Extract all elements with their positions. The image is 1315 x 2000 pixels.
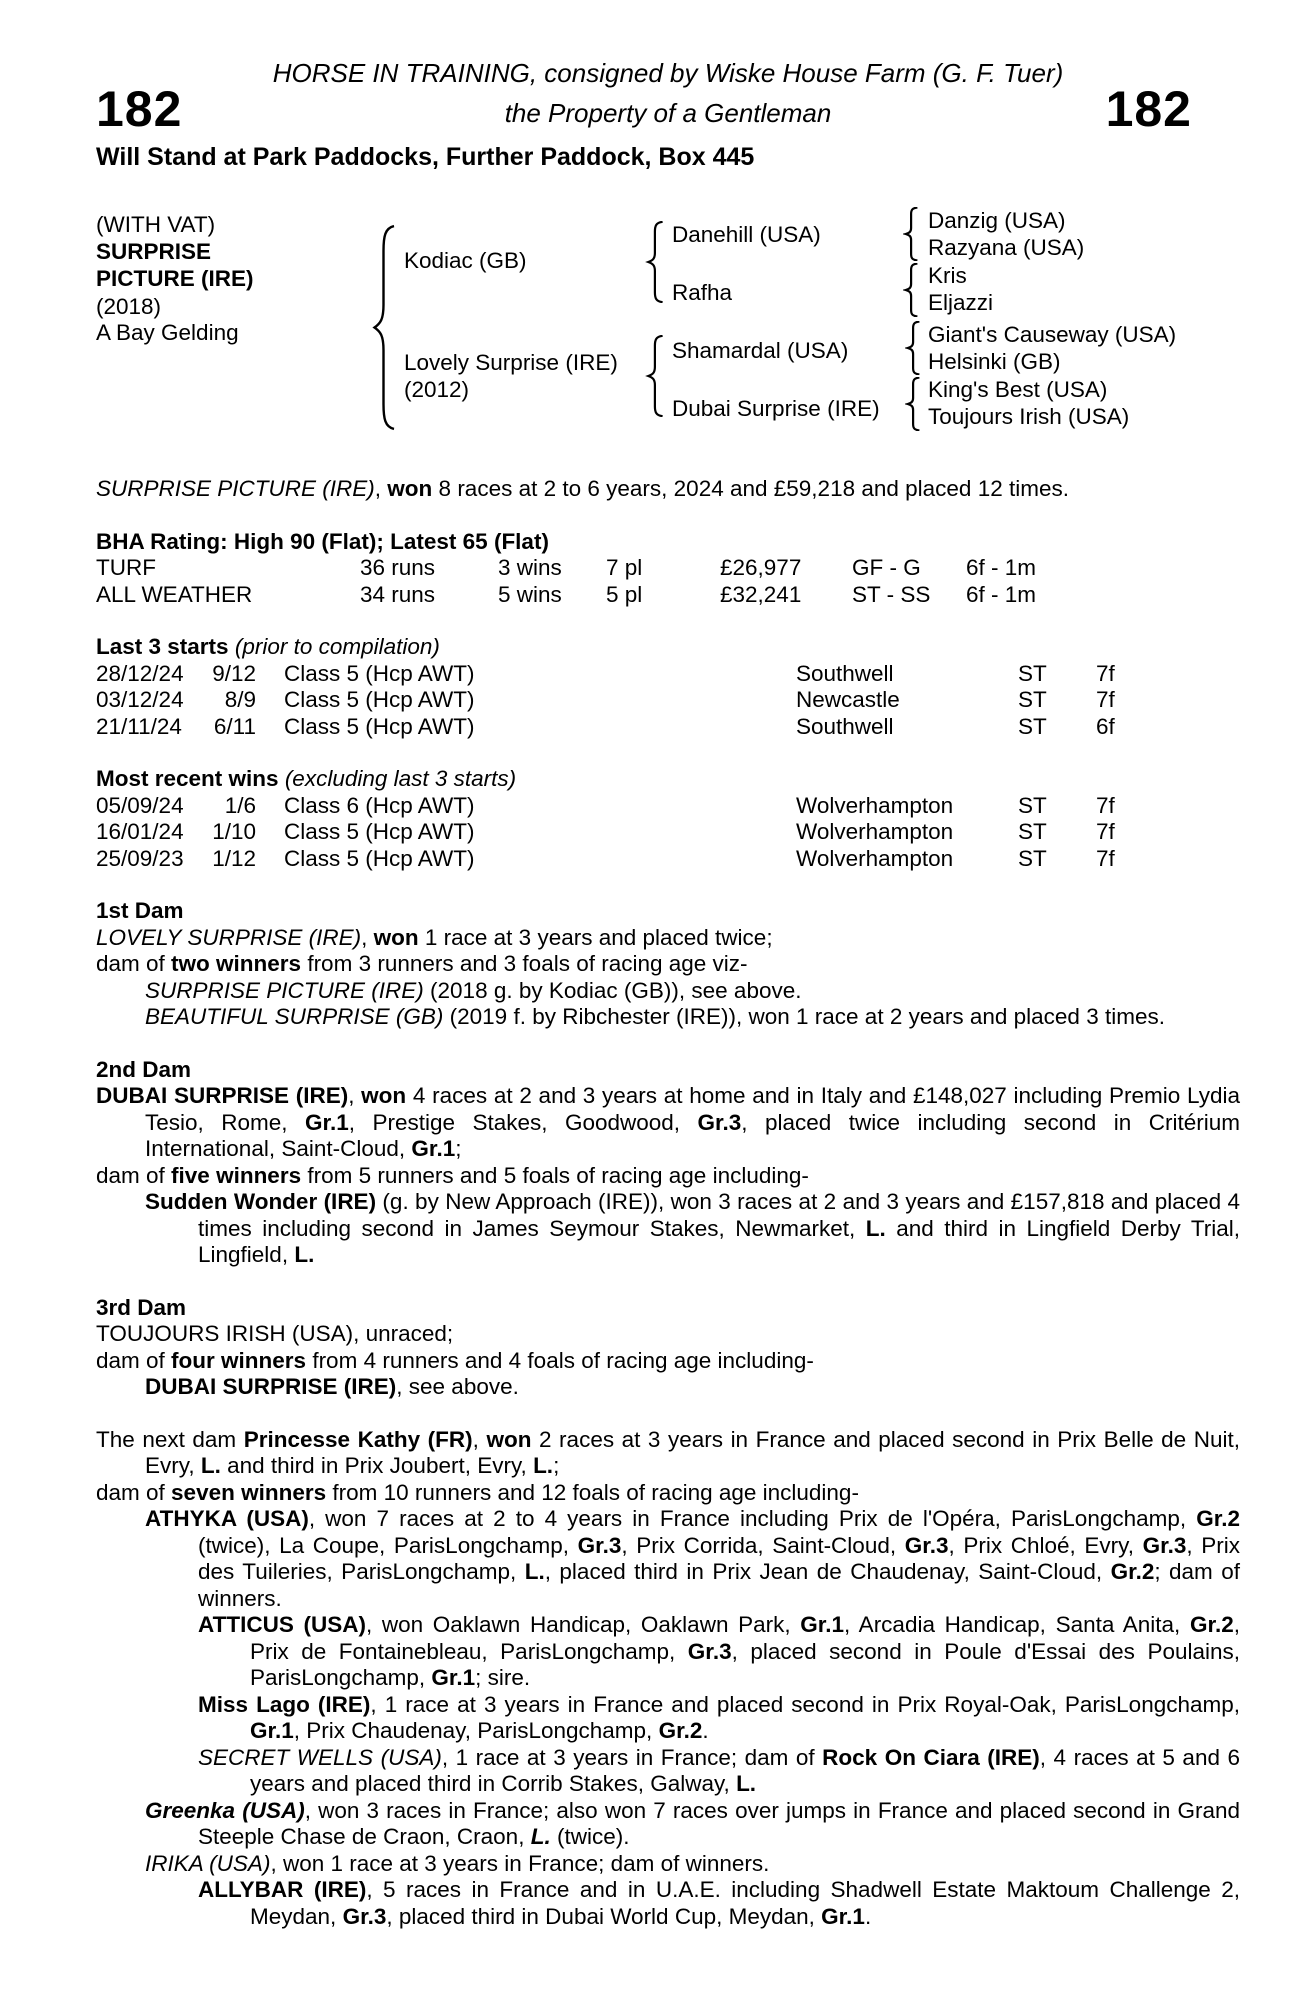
race-distance: 6f bbox=[1096, 713, 1115, 739]
race-class: Class 6 (Hcp AWT) bbox=[284, 792, 475, 818]
color-sex: A Bay Gelding bbox=[96, 320, 239, 345]
finish-position: 8/9 bbox=[224, 687, 256, 712]
race-class: Class 5 (Hcp AWT) bbox=[284, 713, 475, 739]
race-date: 25/09/23 bbox=[96, 845, 184, 871]
first-dam-section bbox=[96, 898, 1240, 1031]
race-date: 03/12/24 bbox=[96, 687, 184, 712]
second-dam-heading: 2nd Dam bbox=[96, 1056, 192, 1082]
sire-name: Kodiac (GB) bbox=[404, 248, 527, 273]
race-record-summary: SURPRISE PICTURE (IRE), won 8 races at 2 to 6 years, 2024 and £59,218 and placed 12 times. bbox=[96, 476, 1069, 501]
pedigree-brace-g3-3 bbox=[905, 321, 923, 375]
dam-produce-summary: dam of five winners from 5 runners and 5 foals of racing age including- bbox=[96, 1162, 809, 1188]
going-code: ST bbox=[1018, 687, 1047, 712]
first-dam-heading: 1st Dam bbox=[96, 898, 184, 923]
earnings-value: £32,241 bbox=[720, 581, 802, 607]
last-starts-heading bbox=[96, 634, 1240, 661]
next-dam-record: The next dam Princesse Kathy (FR), won 2 races at 3 years in France and placed second in Prix Belle de Nuit, Evry, L. and third in Prix Joubert, Evry, L.; bbox=[96, 1426, 1241, 1478]
going-code: ST bbox=[1018, 819, 1047, 844]
race-distance: 7f bbox=[1096, 660, 1115, 686]
race-date: 16/01/24 bbox=[96, 819, 184, 844]
course-name: Newcastle bbox=[796, 687, 900, 712]
course-name: Wolverhampton bbox=[796, 819, 954, 844]
dam-produce-summary: dam of four winners from 4 runners and 4 foals of racing age including- bbox=[96, 1347, 814, 1373]
gen2-dam-sire: Shamardal (USA) bbox=[672, 338, 849, 363]
surface-label: ALL WEATHER bbox=[96, 581, 253, 607]
last-starts-subtitle: (prior to compilation) bbox=[234, 634, 440, 659]
gen3-name: King's Best (USA) bbox=[928, 377, 1108, 402]
horse-name-line1: SURPRISE bbox=[96, 239, 212, 264]
start-row bbox=[96, 714, 1240, 741]
going-range: ST - SS bbox=[852, 581, 931, 607]
race-distance: 7f bbox=[1096, 819, 1115, 844]
going-range: GF - G bbox=[852, 555, 921, 580]
places-value: 7 pl bbox=[606, 555, 643, 580]
race-date: 28/12/24 bbox=[96, 660, 184, 686]
race-class: Class 5 (Hcp AWT) bbox=[284, 687, 475, 712]
recent-wins-subtitle: (excluding last 3 starts) bbox=[284, 766, 517, 791]
produce-entry-miss-lago: Miss Lago (IRE), 1 race at 3 years in France and placed second in Prix Royal-Oak, ParisLongchamp, Gr.1, Prix Chaudenay, ParisLongchamp, Gr.2. bbox=[198, 1691, 1241, 1743]
gen3-name: Giant's Causeway (USA) bbox=[928, 322, 1177, 347]
course-name: Wolverhampton bbox=[796, 792, 954, 818]
pedigree-brace-sire bbox=[645, 221, 667, 303]
stand-location-line: Will Stand at Park Paddocks, Further Paddock, Box 445 bbox=[96, 143, 755, 171]
recent-wins-section bbox=[96, 766, 1240, 872]
course-name: Southwell bbox=[796, 660, 894, 686]
runs-value: 34 runs bbox=[360, 581, 436, 607]
third-dam-heading: 3rd Dam bbox=[96, 1294, 187, 1320]
pedigree-brace-main bbox=[370, 224, 400, 431]
lot-number-left: 182 bbox=[96, 81, 183, 137]
dam-race-record: LOVELY SURPRISE (IRE), won 1 race at 3 years and placed twice; bbox=[96, 924, 773, 950]
gen3-name: Razyana (USA) bbox=[928, 235, 1085, 260]
last-starts-section bbox=[96, 634, 1240, 740]
dam-produce-summary: dam of two winners from 3 runners and 3 foals of racing age viz- bbox=[96, 951, 748, 976]
wins-value: 3 wins bbox=[498, 555, 562, 580]
going-code: ST bbox=[1018, 660, 1047, 686]
bha-row-turf bbox=[96, 555, 1240, 582]
surface-label: TURF bbox=[96, 555, 156, 580]
produce-entry: BEAUTIFUL SURPRISE (GB) (2019 f. by Ribchester (IRE)), won 1 race at 2 years and placed 3 times. bbox=[145, 1004, 1165, 1029]
produce-entry-secret-wells: SECRET WELLS (USA), 1 race at 3 years in France; dam of Rock On Ciara (IRE), 4 races at 5 and 6 years and placed third in Corrib Stakes, Galway, L. bbox=[198, 1744, 1241, 1796]
third-dam-section bbox=[96, 1295, 1240, 1401]
win-row bbox=[96, 793, 1240, 820]
lot-row bbox=[96, 81, 1240, 137]
course-name: Wolverhampton bbox=[796, 845, 954, 871]
pedigree-chart bbox=[96, 176, 1240, 444]
runs-value: 36 runs bbox=[360, 555, 436, 580]
earnings-value: £26,977 bbox=[720, 555, 802, 580]
vat-note: (WITH VAT) bbox=[96, 212, 216, 237]
wins-value: 5 wins bbox=[498, 581, 562, 607]
win-row bbox=[96, 846, 1240, 873]
race-class: Class 5 (Hcp AWT) bbox=[284, 819, 475, 844]
produce-entry: SURPRISE PICTURE (IRE) (2018 g. by Kodiac (GB)), see above. bbox=[145, 977, 802, 1003]
recent-wins-heading bbox=[96, 766, 1240, 793]
foaling-year: (2018) bbox=[96, 294, 162, 319]
race-class: Class 5 (Hcp AWT) bbox=[284, 660, 475, 686]
second-dam-section bbox=[96, 1057, 1240, 1269]
gen2-dam-dam: Dubai Surprise (IRE) bbox=[672, 396, 880, 421]
distance-range: 6f - 1m bbox=[966, 555, 1037, 580]
gen2-sire-sire: Danehill (USA) bbox=[672, 222, 821, 247]
consignor-line: HORSE IN TRAINING, consigned by Wiske House Farm (G. F. Tuer) bbox=[272, 58, 1064, 88]
pedigree-brace-dam bbox=[645, 335, 667, 417]
race-date: 05/09/24 bbox=[96, 792, 184, 818]
pedigree-brace-g3-4 bbox=[905, 377, 923, 431]
gen3-name: Danzig (USA) bbox=[928, 208, 1066, 233]
horse-name-line2: PICTURE (IRE) bbox=[96, 266, 254, 291]
going-code: ST bbox=[1018, 845, 1047, 871]
pedigree-brace-g3-2 bbox=[903, 263, 921, 317]
gen2-sire-dam: Rafha bbox=[672, 280, 733, 305]
produce-entry-greenka: Greenka (USA), won 3 races in France; also won 7 races over jumps in France and placed second in Grand Steeple Chase de Craon, Craon, L. (twice). bbox=[145, 1797, 1241, 1849]
produce-entry-allybar: ALLYBAR (IRE), 5 races in France and in U.A.E. including Shadwell Estate Maktoum Challenge 2, Meydan, Gr.3, placed third in Dubai World Cup, Meydan, Gr.1. bbox=[198, 1877, 1240, 1929]
distance-range: 6f - 1m bbox=[966, 581, 1037, 607]
finish-position: 1/6 bbox=[224, 792, 256, 818]
property-line: the Property of a Gentleman bbox=[504, 98, 832, 128]
bha-rating-section bbox=[96, 529, 1240, 609]
start-row bbox=[96, 661, 1240, 688]
race-distance: 7f bbox=[1096, 687, 1115, 712]
gen3-name: Eljazzi bbox=[928, 290, 994, 315]
next-dam-section bbox=[96, 1427, 1240, 1931]
gen3-name: Toujours Irish (USA) bbox=[928, 404, 1130, 429]
last-starts-title: Last 3 starts bbox=[96, 634, 229, 659]
race-class: Class 5 (Hcp AWT) bbox=[284, 845, 475, 871]
lot-number-right: 182 bbox=[1105, 81, 1192, 137]
race-date: 21/11/24 bbox=[96, 713, 182, 739]
produce-entry: DUBAI SURPRISE (IRE), see above. bbox=[145, 1374, 519, 1399]
gen3-name: Kris bbox=[928, 263, 967, 288]
dam-race-record: DUBAI SURPRISE (IRE), won 4 races at 2 and 3 years at home and in Italy and £148,027 including Premio Lydia Tesio, Rome, Gr.1, Prestige Stakes, Goodwood, Gr.3, placed twice including second in Critérium International, Saint-Cloud, Gr.1; bbox=[96, 1083, 1240, 1161]
going-code: ST bbox=[1018, 792, 1047, 818]
race-distance: 7f bbox=[1096, 845, 1115, 871]
bha-rating-heading: BHA Rating: High 90 (Flat); Latest 65 (Flat) bbox=[96, 528, 549, 554]
bha-row-all-weather bbox=[96, 582, 1240, 609]
gen3-name: Helsinki (GB) bbox=[928, 349, 1061, 374]
finish-position: 1/12 bbox=[212, 845, 256, 871]
finish-position: 6/11 bbox=[213, 713, 256, 739]
dam-race-record: TOUJOURS IRISH (USA), unraced; bbox=[96, 1321, 454, 1346]
win-row bbox=[96, 819, 1240, 846]
produce-entry-atticus: ATTICUS (USA), won Oaklawn Handicap, Oaklawn Park, Gr.1, Arcadia Handicap, Santa Anita, Gr.2, Prix de Fontainebleau, ParisLongchamp, Gr.3, placed second in Poule d'Essai des Poulains, ParisLongchamp, Gr.1; sire. bbox=[198, 1612, 1240, 1690]
dam-year: (2012) bbox=[404, 377, 470, 402]
dam-produce-summary: dam of seven winners from 10 runners and 12 foals of racing age including- bbox=[96, 1479, 859, 1505]
finish-position: 1/10 bbox=[212, 819, 256, 844]
going-code: ST bbox=[1018, 713, 1047, 739]
start-row bbox=[96, 687, 1240, 714]
finish-position: 9/12 bbox=[212, 660, 256, 686]
recent-wins-title: Most recent wins bbox=[96, 766, 279, 791]
dam-name: Lovely Surprise (IRE) bbox=[404, 350, 618, 375]
course-name: Southwell bbox=[796, 713, 894, 739]
produce-entry-irika: IRIKA (USA), won 1 race at 3 years in France; dam of winners. bbox=[145, 1850, 770, 1876]
produce-entry-athyka: ATHYKA (USA), won 7 races at 2 to 4 years in France including Prix de l'Opéra, ParisLongchamp, Gr.2 (twice), La Coupe, ParisLongchamp, Gr.3, Prix Corrida, Saint-Cloud, Gr.3, Prix Chloé, Evry, Gr.3, Prix des Tuileries, ParisLongchamp, L., placed third in Prix Jean de Chaudenay, Saint-Cloud, Gr.2; dam of winners. bbox=[145, 1506, 1241, 1611]
race-distance: 7f bbox=[1096, 792, 1115, 818]
pedigree-brace-g3-1 bbox=[903, 207, 921, 261]
produce-entry: Sudden Wonder (IRE) (g. by New Approach (IRE)), won 3 races at 2 and 3 years and £157,818 and placed 4 times including second in James Seymour Stakes, Newmarket, L. and third in Lingfield Derby Trial, Lingfield, L. bbox=[145, 1189, 1240, 1267]
places-value: 5 pl bbox=[606, 581, 643, 607]
